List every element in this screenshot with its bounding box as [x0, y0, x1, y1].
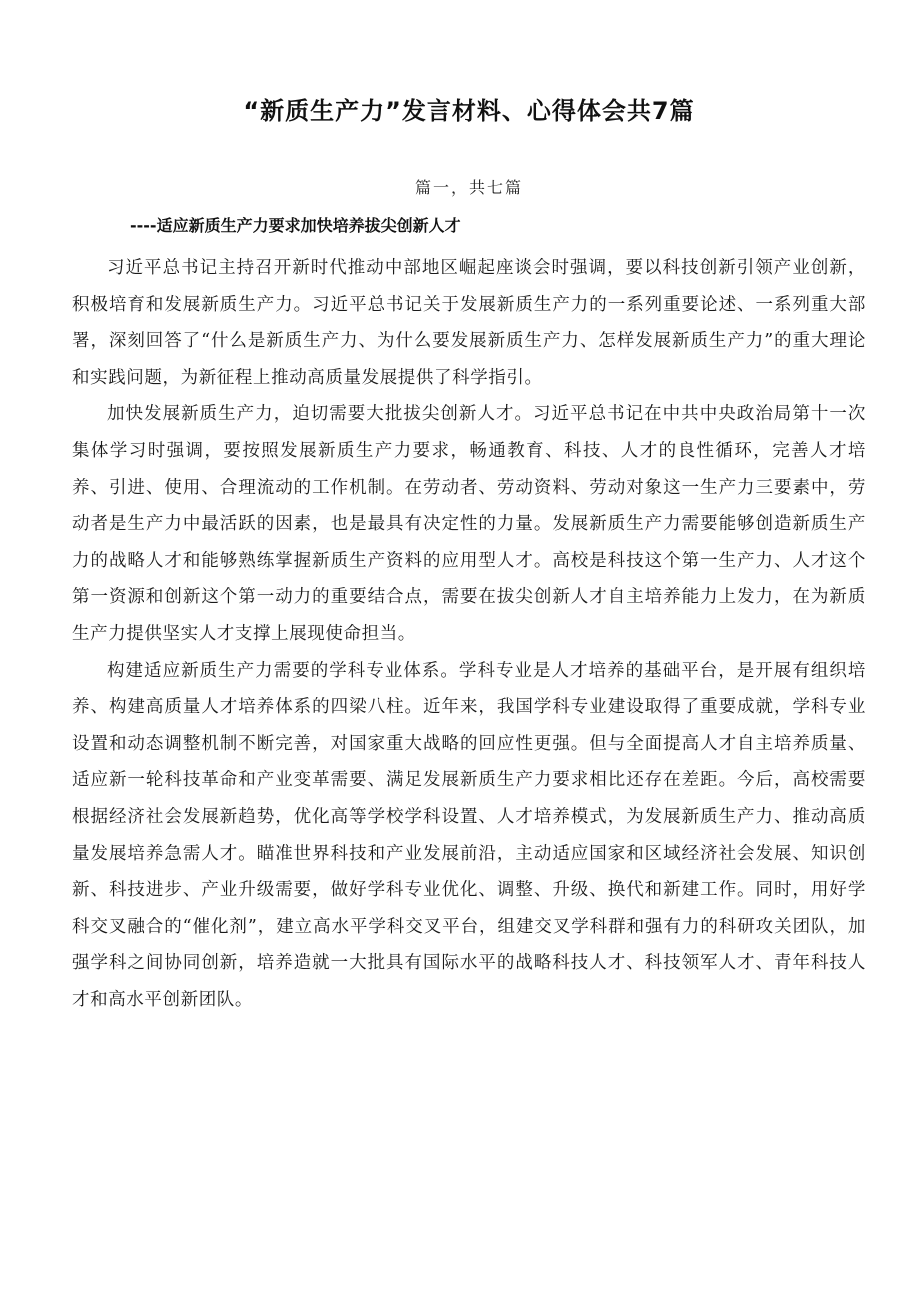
section-heading: 篇一，共七篇 [414, 178, 523, 197]
paragraph: 构建适应新质生产力需要的学科专业体系。学科专业是人才培养的基础平台，是开展有组织培养、构建高质量人才培养体系的四梁八柱。近年来，我国学科专业建设取得了重要成就，学科专业设置和动态调整机制不断完善，对国家重大战略的回应性更强。但与全面提高人才自主培养质量、适应新一轮科技革命和产业变革需要、满足发展新质生产力要求相比还存在差距。今后，高校需要根据经济社会发展新趋势，优化高等学校学科设置、人才培养模式，为发展新质生产力、推动高质量发展培养急需人才。瞄准世界科技和产业发展前沿，主动适应国家和区域经济社会发展、知识创新、科技进步、产业升级需要，做好学科专业优化、调整、升级、换代和新建工作。同时，用好学科交叉融合的“催化剂”，建立高水平学科交叉平台，组建交叉学科群和强有力的科研攻关团队，加强学科之间协同创新，培养造就一大批具有国际水平的战略科技人才、科技领军人才、青年科技人才和高水平创新团队。 [72, 660, 866, 1010]
paragraph: 加快发展新质生产力，迫切需要大批拔尖创新人才。习近平总书记在中共中央政治局第十一次集体学习时强调，要按照发展新质生产力要求，畅通教育、科技、人才的良性循环，完善人才培养、引进、使用、合理流动的工作机制。在劳动者、劳动资料、劳动对象这一生产力三要素中，劳动者是生产力中最活跃的因素，也是最具有决定性的力量。发展新质生产力需要能够创造新质生产力的战略人才和能够熟练掌握新质生产资料的应用型人才。高校是科技这个第一生产力、人才这个第一资源和创新这个第一动力的重要结合点，需要在拔尖创新人才自主培养能力上发力，在为新质生产力提供坚实人才支撑上展现使命担当。 [72, 404, 866, 644]
section-subtitle: ----适应新质生产力要求加快培养拔尖创新人才 [130, 216, 461, 235]
document-title: “新质生产力”发言材料、心得体会共7篇 [243, 97, 695, 125]
paragraph: 习近平总书记主持召开新时代推动中部地区崛起座谈会时强调，要以科技创新引领产业创新，积极培育和发展新质生产力。习近平总书记关于发展新质生产力的一系列重要论述、一系列重大部署，深刻回答了“什么是新质生产力、为什么要发展新质生产力、怎样发展新质生产力”的重大理论和实践问题，为新征程上推动高质量发展提供了科学指引。 [72, 258, 866, 388]
document-body [72, 250, 866, 1018]
